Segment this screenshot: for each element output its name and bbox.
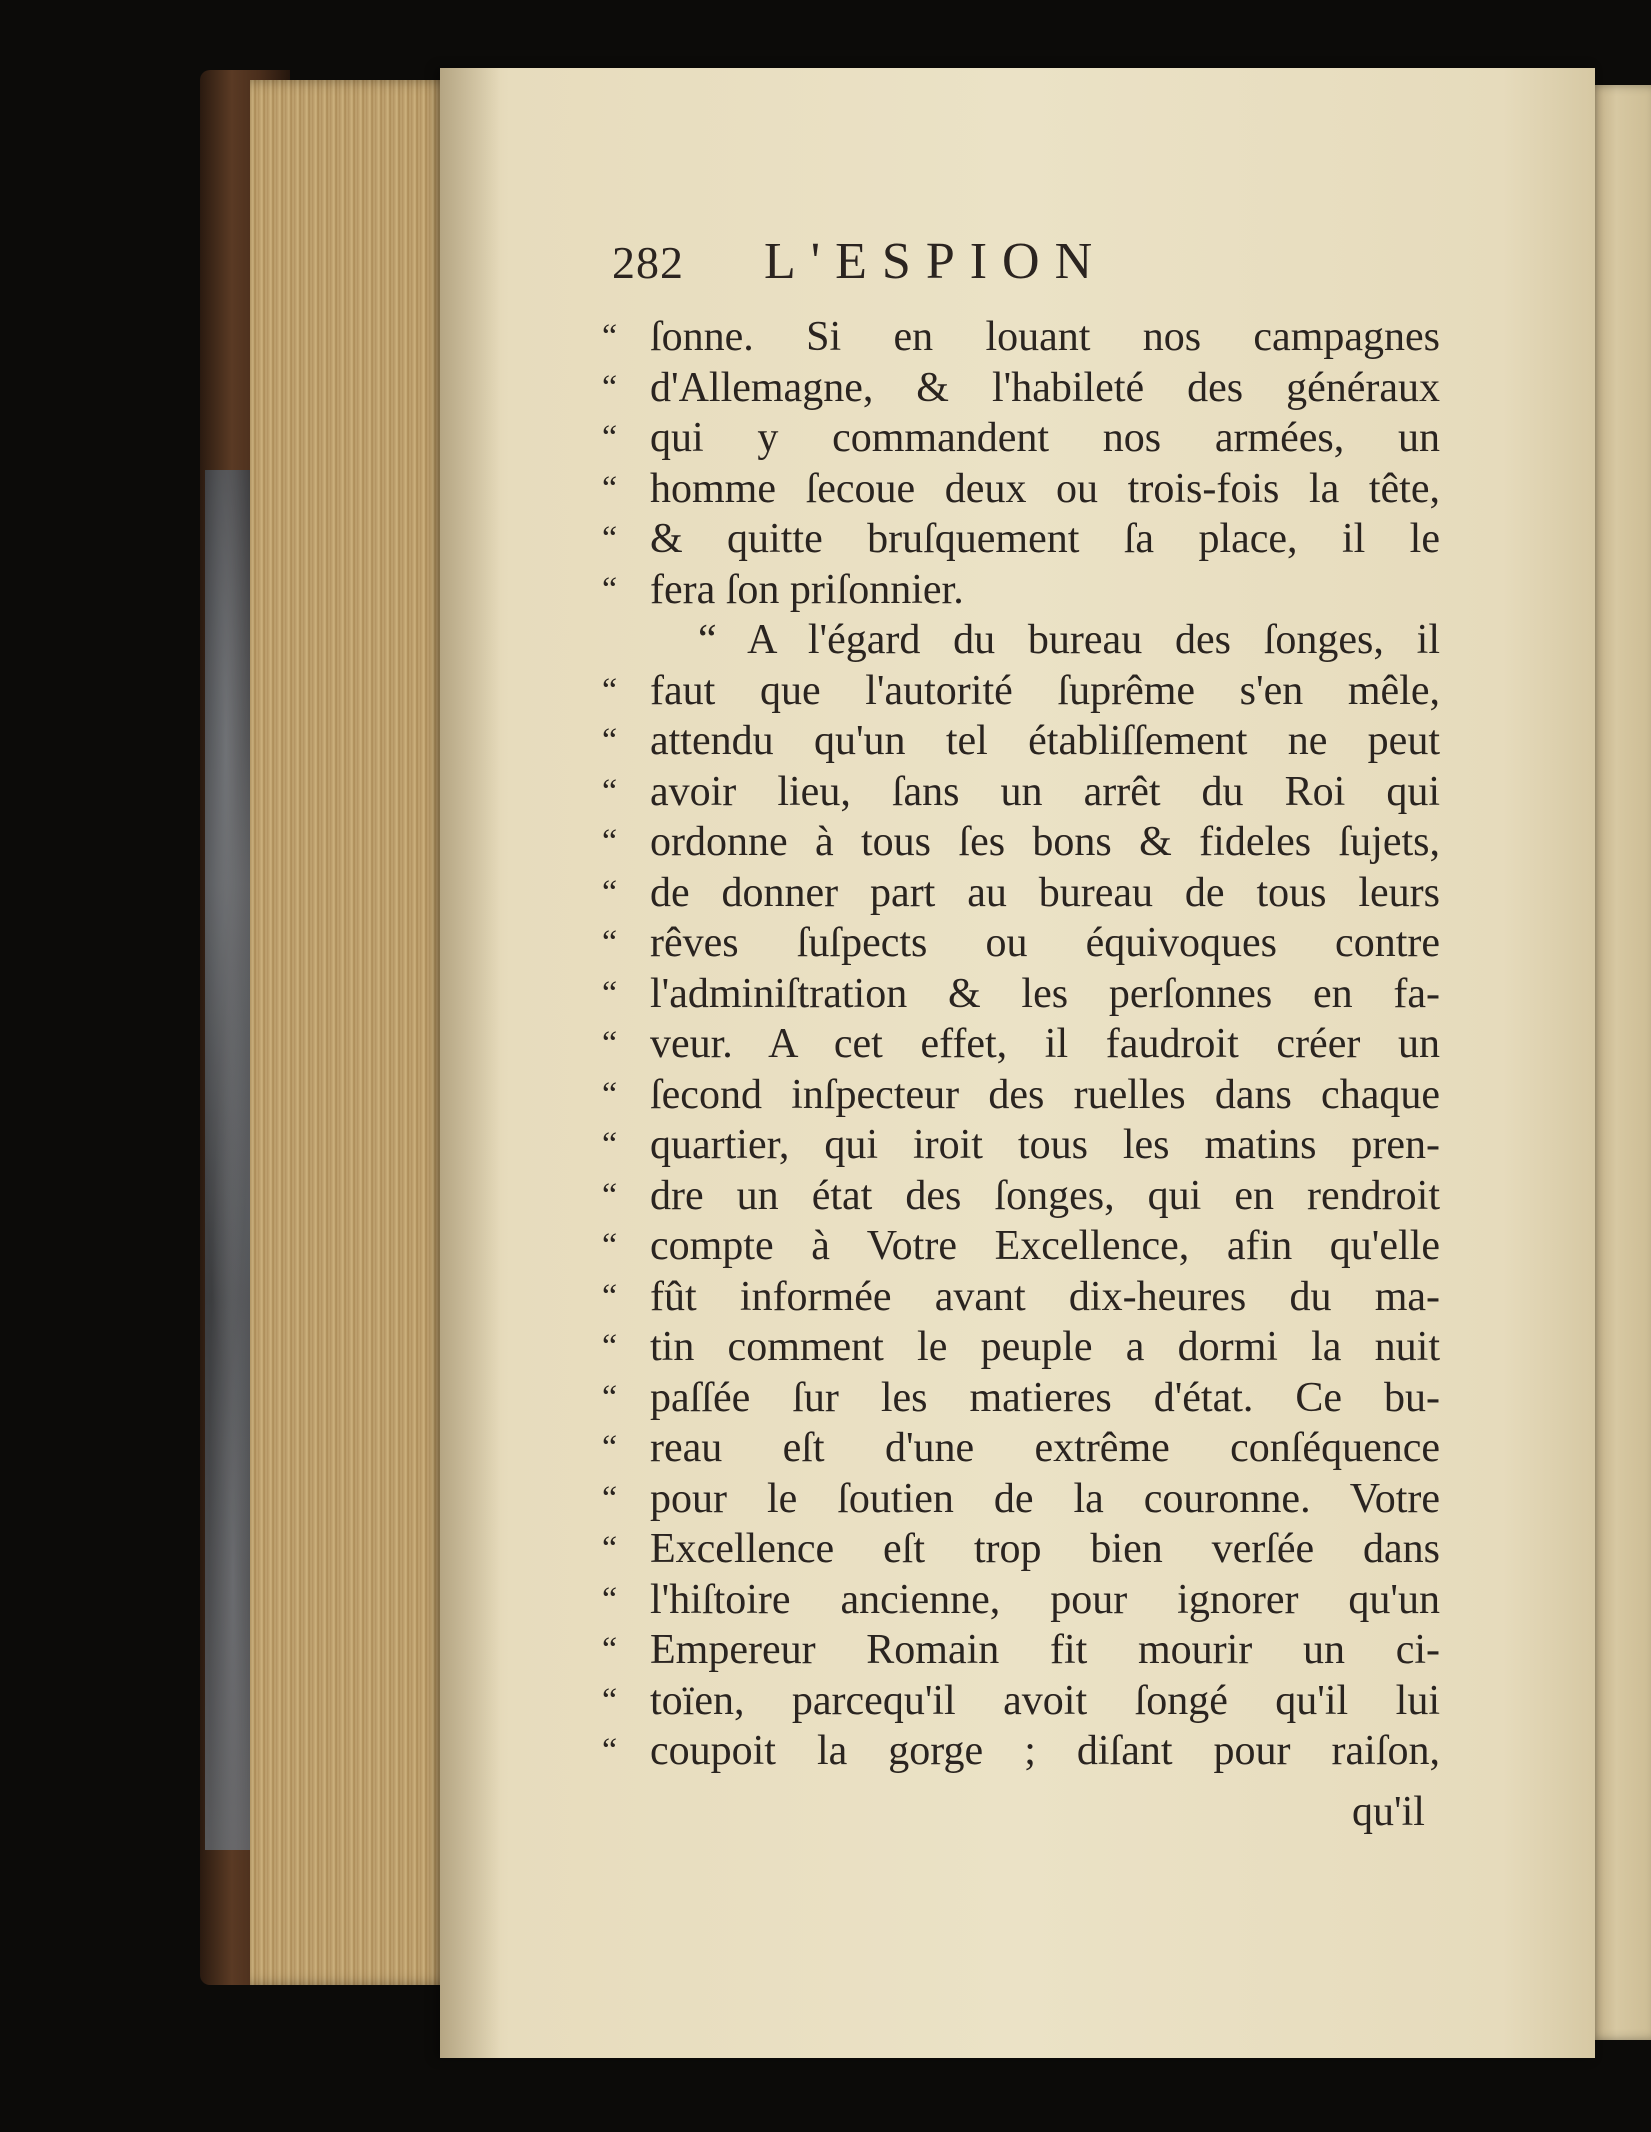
text-line	[602, 1625, 1440, 1676]
text-line	[602, 868, 1440, 919]
quote-mark: “	[602, 419, 618, 456]
body-text	[602, 312, 1440, 1777]
quote-mark: “	[602, 1378, 618, 1416]
line-text: toïen, parcequ'il avoit ſongé qu'il lui	[650, 1677, 1440, 1724]
quote-mark: “	[602, 671, 618, 709]
text-line	[602, 615, 1440, 666]
line-text: fût informée avant dix-heures du ma-	[650, 1273, 1440, 1320]
line-text: tin comment le peuple a dormi la nuit	[650, 1324, 1440, 1370]
text-line	[602, 1120, 1440, 1171]
text-line	[602, 1019, 1440, 1070]
text-line	[602, 1171, 1440, 1222]
line-text: d'Allemagne, & l'habileté des généraux	[650, 364, 1440, 411]
line-text: l'adminiſtration & les perſonnes en fa-	[650, 970, 1440, 1017]
text-line	[602, 363, 1440, 414]
text-line	[602, 1726, 1440, 1777]
text-line	[602, 1575, 1440, 1626]
line-text: Excellence eſt trop bien verſée dans	[650, 1526, 1440, 1572]
line-text: de donner part au bureau de tous leurs	[650, 869, 1440, 916]
quote-mark: “	[602, 823, 618, 860]
quote-mark: “	[602, 1681, 618, 1719]
text-line	[602, 817, 1440, 868]
quote-mark: “	[602, 1126, 618, 1163]
quote-mark: “	[602, 368, 618, 406]
text-line	[602, 666, 1440, 717]
line-text: fera ſon priſonnier.	[650, 566, 964, 613]
text-line	[602, 464, 1440, 515]
quote-mark: “	[602, 1580, 618, 1618]
quote-mark: “	[602, 1328, 618, 1365]
text-line	[602, 1221, 1440, 1272]
quote-mark: “	[602, 1530, 618, 1567]
quote-mark: “	[602, 570, 618, 608]
line-text: compte à Votre Excellence, afin qu'elle	[650, 1223, 1440, 1269]
line-text: ordonne à tous ſes bons & fideles ſujets,	[650, 819, 1440, 865]
text-line	[602, 514, 1440, 565]
line-text: coupoit la gorge ; diſant pour raiſon,	[650, 1728, 1440, 1774]
text-line	[602, 1322, 1440, 1373]
text-line	[602, 716, 1440, 767]
quote-mark: “	[602, 1429, 618, 1466]
quote-mark: “	[602, 1631, 618, 1668]
line-text: dre un état des ſonges, qui en rendroit	[650, 1172, 1440, 1219]
line-text: l'hiſtoire ancienne, pour ignorer qu'un	[650, 1576, 1440, 1623]
line-text: “ A l'égard du bureau des ſonges, il	[698, 617, 1440, 663]
facing-page-edge	[1588, 85, 1651, 2040]
line-text: qui y commandent nos armées, un	[650, 415, 1440, 461]
line-text: Empereur Romain fit mourir un ci-	[650, 1627, 1440, 1673]
quote-mark: “	[602, 722, 618, 759]
line-text: & quitte bruſquement ſa place, il le	[650, 516, 1440, 562]
quote-mark: “	[602, 924, 618, 961]
quote-mark: “	[602, 1176, 618, 1214]
text-line	[602, 918, 1440, 969]
running-title: L'ESPION	[764, 233, 1108, 290]
line-text: ſecond inſpecteur des ruelles dans chaque	[650, 1071, 1440, 1118]
text-line	[602, 565, 1432, 616]
text-line	[602, 1423, 1440, 1474]
catchword: qu'il	[1352, 1789, 1425, 1835]
line-text: ſonne. Si en louant nos campagnes	[650, 314, 1440, 360]
line-text: quartier, qui iroit tous les matins pren-	[650, 1122, 1440, 1168]
quote-mark: “	[602, 974, 618, 1012]
quote-mark: “	[602, 469, 618, 507]
quote-mark: “	[602, 1732, 618, 1769]
line-text: pour le ſoutien de la couronne. Votre	[650, 1475, 1440, 1522]
quote-mark: “	[602, 1025, 618, 1062]
text-line	[602, 413, 1440, 464]
line-text: reau eſt d'une extrême conſéquence	[650, 1425, 1440, 1471]
quote-mark: “	[602, 1277, 618, 1315]
page-edges	[250, 80, 455, 1985]
line-text: avoir lieu, ſans un arrêt du Roi qui	[650, 768, 1440, 815]
text-line	[602, 1373, 1440, 1424]
quote-mark: “	[602, 520, 618, 557]
quote-mark: “	[602, 772, 618, 810]
text-line	[602, 767, 1440, 818]
line-text: attendu qu'un tel établiſſement ne peut	[650, 718, 1440, 764]
quote-mark: “	[602, 873, 618, 911]
gutter-shadow	[440, 68, 500, 2058]
page-number: 282	[612, 237, 684, 288]
text-line	[602, 312, 1440, 363]
quote-mark: “	[602, 318, 618, 355]
line-text: paſſée ſur les matieres d'état. Ce bu-	[650, 1374, 1440, 1421]
quote-mark: “	[602, 1075, 618, 1113]
text-line	[602, 1474, 1440, 1525]
text-line	[602, 1676, 1440, 1727]
text-line	[602, 1524, 1440, 1575]
line-text: veur. A cet effet, il faudroit créer un	[650, 1021, 1440, 1067]
line-text: homme ſecoue deux ou trois-fois la tête,	[650, 465, 1440, 512]
quote-mark: “	[602, 1479, 618, 1517]
quote-mark: “	[602, 1227, 618, 1264]
line-text: faut que l'autorité ſuprême s'en mêle,	[650, 667, 1440, 714]
text-line	[602, 969, 1440, 1020]
text-line	[602, 1272, 1440, 1323]
line-text: rêves ſuſpects ou équivoques contre	[650, 920, 1440, 966]
page-header	[612, 232, 1442, 292]
text-line	[602, 1070, 1440, 1121]
